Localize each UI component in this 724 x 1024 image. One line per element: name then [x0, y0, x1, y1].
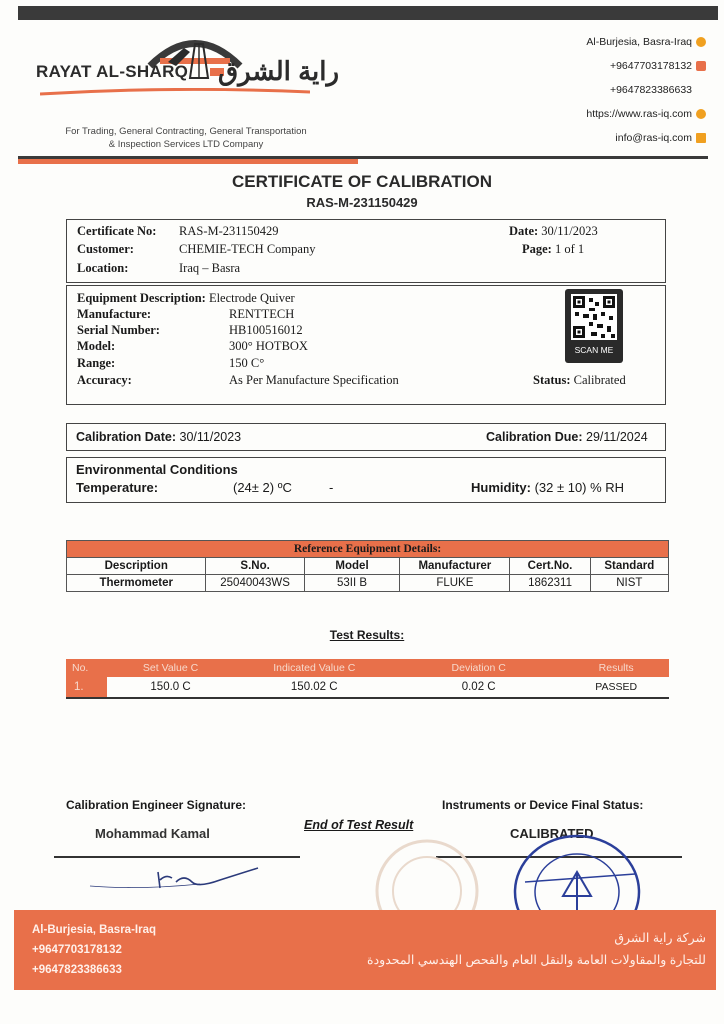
- ref-cell-standard: NIST: [590, 575, 668, 592]
- humidity-value: (32 ± 10) % RH: [534, 480, 625, 495]
- ref-cell-model: 53II B: [304, 575, 400, 592]
- page-label: Page:: [522, 242, 552, 256]
- company-name-ar: راية الشرق: [218, 56, 340, 86]
- ref-col-certno: Cert.No.: [510, 558, 590, 575]
- test-col-deviation: Deviation C: [394, 659, 563, 677]
- end-of-test-result: End of Test Result: [304, 818, 414, 832]
- customer-label: Customer:: [77, 242, 134, 256]
- contact-phone-2: +9647823386633: [609, 84, 692, 96]
- ref-col-description: Description: [67, 558, 206, 575]
- temperature-label: Temperature:: [76, 480, 159, 495]
- qr-caption: SCAN ME: [574, 345, 614, 355]
- table-row: [66, 677, 669, 698]
- serial-label: Serial Number:: [77, 323, 160, 337]
- contact-address: Al-Burjesia, Basra-Iraq: [586, 36, 706, 48]
- equipment-desc-value: Electrode Quiver: [208, 291, 295, 305]
- ref-col-model: Model: [304, 558, 400, 575]
- accuracy-value: As Per Manufacture Specification: [229, 373, 399, 387]
- test-cell-deviation: 0.02 C: [394, 677, 563, 698]
- humidity-label: Humidity:: [471, 480, 531, 495]
- date-label: Date:: [509, 224, 539, 238]
- contact-phone-1: +9647703178132: [610, 60, 706, 72]
- temperature-value: (24± 2) ºC: [233, 480, 292, 495]
- footer-address: Al-Burjesia, Basra-Iraq: [32, 924, 156, 936]
- customer-value: CHEMIE-TECH Company: [179, 242, 316, 256]
- location-label: Location:: [77, 261, 129, 275]
- top-bar: [18, 6, 718, 20]
- test-results-heading: Test Results:: [329, 628, 405, 642]
- table-row: [67, 575, 669, 592]
- test-col-indicated: Indicated Value C: [235, 659, 395, 677]
- equipment-desc-label: Equipment Description:: [77, 291, 206, 305]
- signature-line: [54, 856, 300, 858]
- page-value: 1 of 1: [554, 242, 585, 256]
- model-value: 300° HOTBOX: [229, 339, 308, 353]
- qr-code[interactable]: [565, 289, 623, 363]
- location-icon: [696, 37, 706, 47]
- model-label: Model:: [77, 339, 116, 353]
- ref-col-sno: S.No.: [206, 558, 304, 575]
- calibration-due-value: 29/11/2024: [586, 430, 648, 444]
- footer-phone-2: +9647823386633: [32, 964, 122, 976]
- footer-phone-1: +9647703178132: [32, 944, 122, 956]
- header-accent: [18, 159, 358, 164]
- ref-cell-description: Thermometer: [67, 575, 206, 592]
- company-name-en: RAYAT AL-SHARQ: [36, 62, 189, 81]
- engineer-name: Mohammad Kamal: [95, 826, 210, 841]
- environment-heading: Environmental Conditions: [76, 462, 238, 477]
- status-label: Status:: [533, 373, 571, 387]
- certificate-title: CERTIFICATE OF CALIBRATION: [231, 172, 492, 191]
- calibration-date-label: Calibration Date:: [76, 430, 177, 444]
- footer-tagline-ar: للتجارة والمقاولات العامة والنقل العام والفحص الهندسي المحدودة: [367, 953, 706, 967]
- calibration-date-value: 30/11/2023: [179, 430, 242, 444]
- signature-icon: [80, 860, 270, 900]
- footer-bar: [14, 910, 716, 990]
- range-label: Range:: [77, 356, 116, 370]
- footer-company-ar: شركة راية الشرق: [614, 931, 706, 945]
- temperature-dash: -: [329, 480, 334, 495]
- ref-cell-certno: 1862311: [510, 575, 590, 592]
- final-status-value: CALIBRATED: [510, 826, 594, 841]
- accuracy-label: Accuracy:: [77, 373, 132, 387]
- qr-code-icon: [571, 294, 617, 340]
- reference-heading: Reference Equipment Details:: [67, 541, 669, 558]
- cert-no-value: RAS-M-231150429: [179, 224, 279, 238]
- company-tagline: For Trading, General Contracting, General Transportation & Inspection Services LTD Company: [65, 126, 307, 150]
- logo-swoosh-icon: [40, 88, 310, 98]
- manufacturer-label: Manufacture:: [77, 307, 152, 321]
- engineer-signature-label: Calibration Engineer Signature:: [66, 798, 247, 812]
- test-cell-no: 1.: [66, 677, 107, 698]
- ref-col-standard: Standard: [590, 558, 668, 575]
- cert-no-label: Certificate No:: [77, 224, 157, 238]
- manufacturer-value: RENTTECH: [229, 307, 295, 321]
- test-cell-results: PASSED: [563, 677, 669, 698]
- serial-value: HB100516012: [229, 323, 303, 337]
- test-col-no: No.: [66, 659, 107, 677]
- ref-col-manufacturer: Manufacturer: [400, 558, 510, 575]
- certificate-code: RAS-M-231150429: [306, 195, 418, 210]
- mail-icon: [696, 133, 706, 143]
- test-col-results: Results: [563, 659, 669, 677]
- test-results-table: [66, 659, 669, 699]
- final-status-label: Instruments or Device Final Status:: [442, 798, 644, 812]
- reference-table: [66, 540, 669, 592]
- contact-email: info@ras-iq.com: [615, 132, 706, 144]
- test-col-set: Set Value C: [107, 659, 235, 677]
- calibration-box: [66, 423, 666, 451]
- globe-icon: [696, 109, 706, 119]
- contact-website: https://www.ras-iq.com: [586, 108, 706, 120]
- phone-icon: [696, 61, 706, 71]
- location-value: Iraq – Basra: [179, 261, 241, 275]
- test-cell-indicated: 150.02 C: [235, 677, 395, 698]
- ref-cell-manufacturer: FLUKE: [400, 575, 510, 592]
- test-cell-set: 150.0 C: [107, 677, 235, 698]
- date-value: 30/11/2023: [541, 224, 598, 238]
- range-value: 150 C°: [229, 356, 265, 370]
- status-value: Calibrated: [573, 373, 626, 387]
- calibration-due-label: Calibration Due:: [486, 430, 583, 444]
- environment-box: [66, 457, 666, 503]
- ref-cell-sno: 25040043WS: [206, 575, 304, 592]
- info-box: [66, 219, 666, 283]
